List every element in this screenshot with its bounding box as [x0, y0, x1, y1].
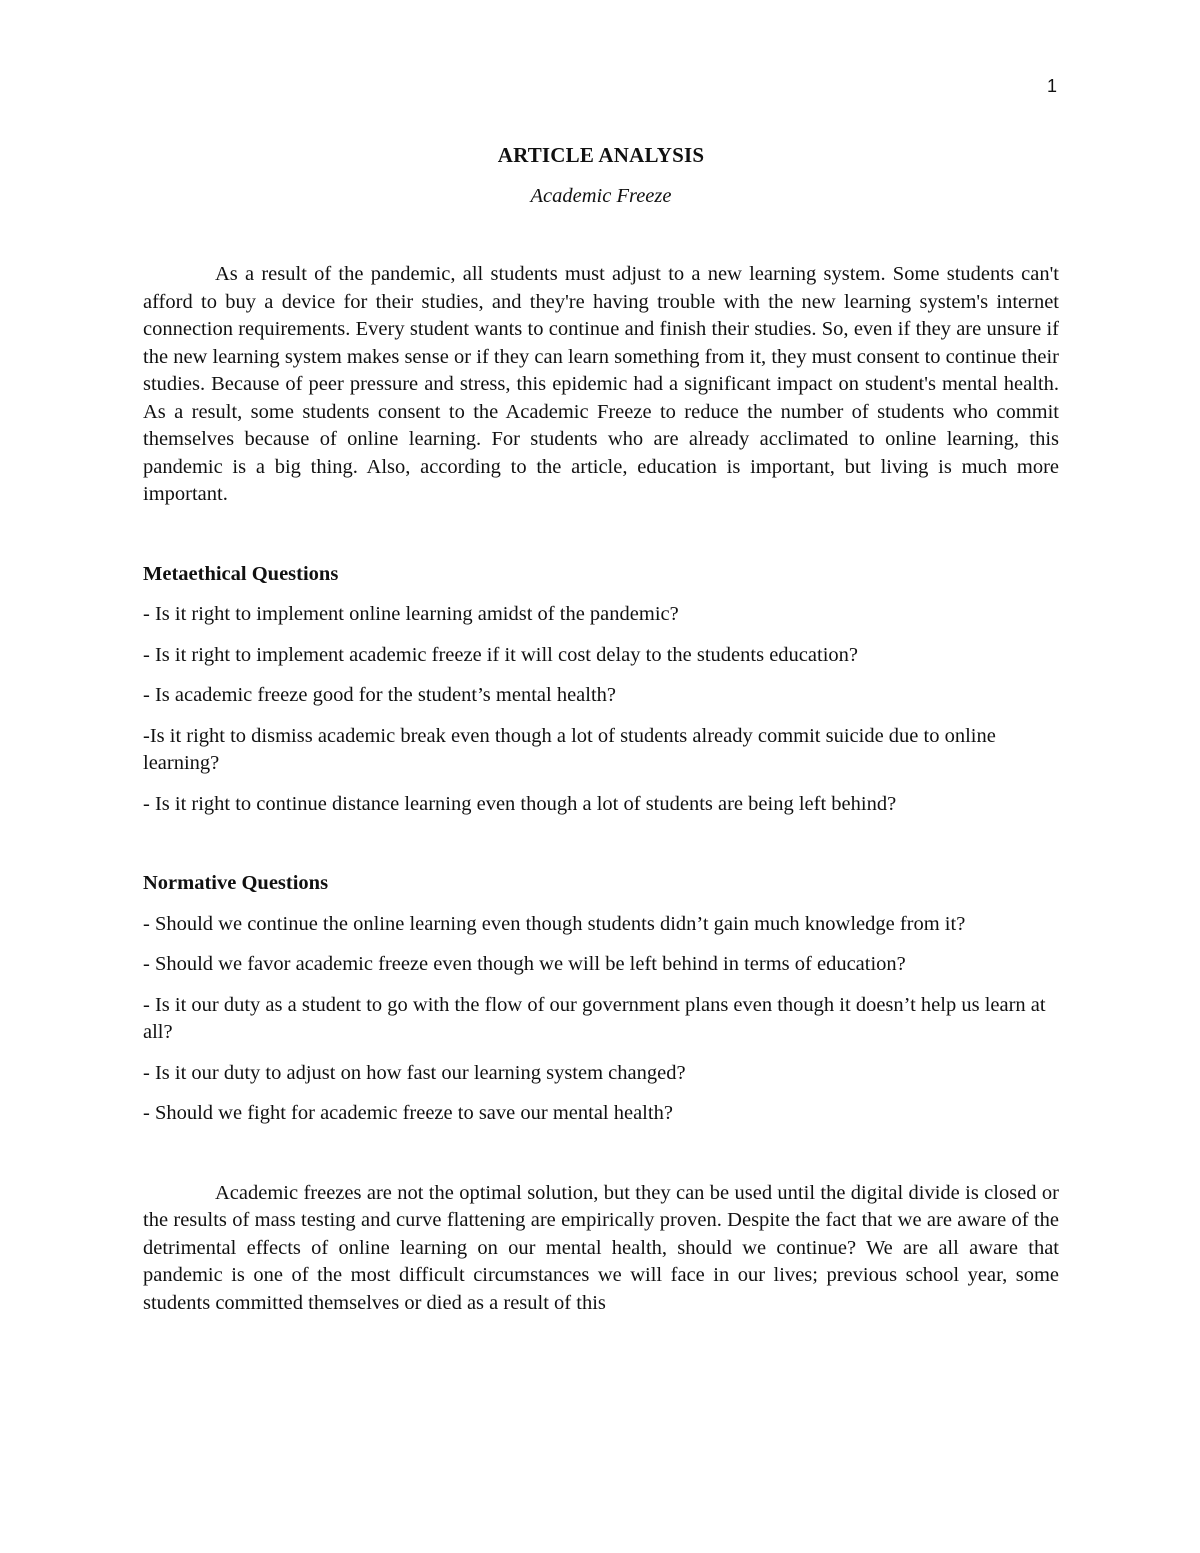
metaethical-section	[143, 561, 1059, 819]
intro-paragraph: As a result of the pandemic, all students must adjust to a new learning system. Some students can't afford to buy a device for their studies, and they're having trouble with the new learning system's internet connection requirements. Every student wants to continue and finish their studies. So, even if they are unsure if the new learning system makes sense or if they can learn something from it, they must consent to continue their studies. Because of peer pressure and stress, this epidemic had a significant impact on student's mental health. As a result, some students consent to the Academic Freeze to reduce the number of students who commit themselves because of online learning. For students who are already acclimated to online learning, this pandemic is a big thing. Also, according to the article, education is important, but living is much more important.	[143, 263, 1059, 505]
metaethical-question: - Is it right to implement online learning amidst of the pandemic?	[143, 603, 679, 625]
metaethical-question: - Is it right to implement academic freeze if it will cost delay to the students education?	[143, 643, 858, 666]
normative-question: - Is it our duty as a student to go with the flow of our government plans even though it doesn’t help us learn at all?	[143, 993, 1046, 1043]
conclusion-paragraph: Academic freezes are not the optimal solution, but they can be used until the digital divide is closed or the results of mass testing and curve flattening are empirically proven. Despite the fact that we are aware of the detrimental effects of online learning on our mental health, should we continue? We are all aware that pandemic is one of the most difficult circumstances we will face in our lives; previous school year, some students committed themselves or died as a result of this	[143, 1181, 1059, 1314]
metaethical-question: -Is it right to dismiss academic break even though a lot of students already commit suicide due to online learning?	[143, 724, 996, 774]
document-subtitle: Academic Freeze	[530, 184, 672, 207]
document-title: ARTICLE ANALYSIS	[497, 143, 705, 167]
normative-question: - Should we fight for academic freeze to save our mental health?	[143, 1102, 673, 1124]
normative-question: - Is it our duty to adjust on how fast our learning system changed?	[143, 1061, 686, 1084]
normative-heading: Normative Questions	[143, 872, 329, 894]
metaethical-question: - Is it right to continue distance learning even though a lot of students are being left behind?	[143, 792, 897, 815]
normative-question: - Should we favor academic freeze even though we will be left behind in terms of education?	[143, 953, 906, 975]
document-body	[143, 142, 1059, 1317]
normative-section	[143, 870, 1059, 1128]
metaethical-heading: Metaethical Questions	[143, 562, 339, 585]
page-number: 1	[1046, 76, 1057, 96]
normative-question: - Should we continue the online learning even though students didn’t gain much knowledge from it?	[143, 912, 966, 935]
metaethical-question: - Is academic freeze good for the student’s mental health?	[143, 684, 617, 706]
